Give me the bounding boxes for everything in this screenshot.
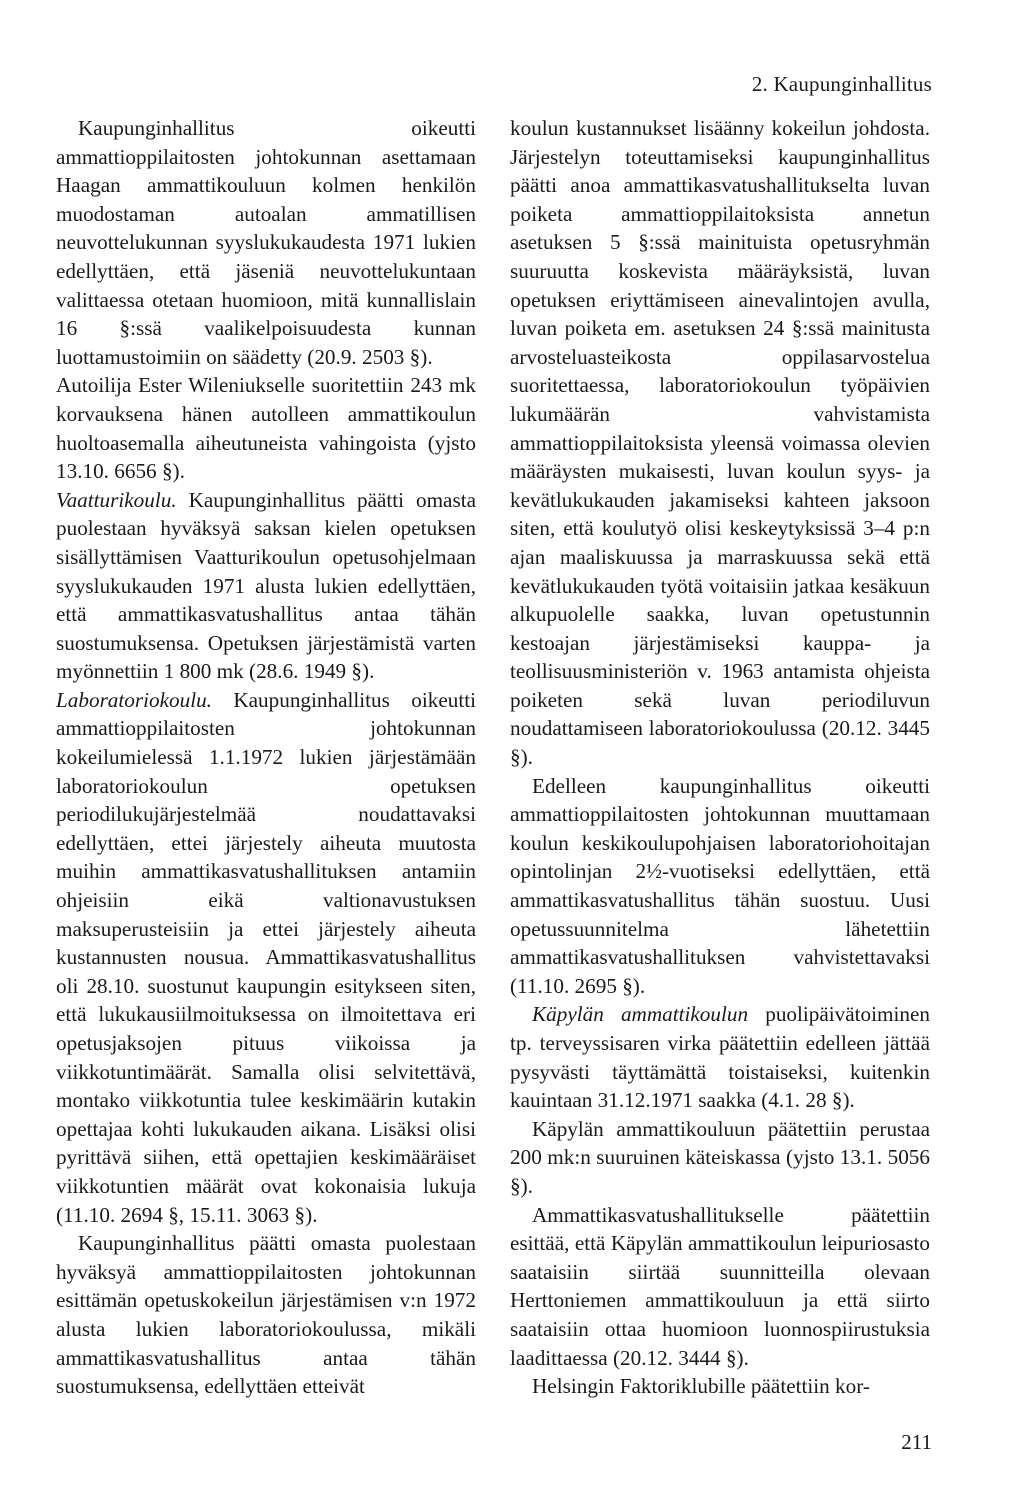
- right-column: [510, 114, 930, 1401]
- paragraph: Kaupunginhallitus päätti omasta puolestaan hyväksyä ammattioppilaitosten johtokunnan esittämän opetuskokeilun järjestämisen v:n 1972 alusta lukien laboratoriokoulussa, mikäli ammattikasvatushallitus antaa tähän suostumuksensa, edellyttäen etteivät: [56, 1231, 476, 1399]
- paragraph-text: puolipäivätoiminen tp. terveyssisaren virka päätettiin edelleen jättää pysyvästi täyttämättä toistaiseksi, kuitenkin kauintaan 31.12.1971 saakka (4.1. 28 §).: [510, 1002, 930, 1113]
- running-head: 2. Kaupunginhallitus: [751, 72, 932, 96]
- paragraph-text: Kaupunginhallitus päätti omasta puolestaan hyväksyä saksan kielen opetuksen sisällyttämisen Vaatturikoulun opetusohjelmaan syyslukukauden 1971 alusta lukien edellyttäen, että ammattikasvatushallitus antaa tähän suostumuksensa. Opetuksen järjestämistä varten myönnettiin 1 800 mk (28.6. 1949 §).: [56, 487, 476, 684]
- paragraph: Käpylän ammattikouluun päätettiin perustaa 200 mk:n suuruinen käteiskassa (yjsto 13.1. 5056 §).: [510, 1116, 930, 1198]
- page-number: 211: [901, 1430, 932, 1454]
- section-heading: Laboratoriokoulu.: [56, 687, 212, 712]
- paragraph-text: Kaupunginhallitus oikeutti ammattioppilaitosten johtokunnan kokeilumielessä 1.1.1972 lukien järjestämään laboratoriokoulun opetuksen periodilukujärjestelmää noudattavaksi edellyttäen, ettei järjestely aiheuta muutosta muihin ammattikasvatushallituksen antamiin ohjeisiin eikä valtionavustuksen maksuperusteisiin ja ettei järjestely aiheuta kustannusten nousua. Ammattikasvatushallitus oli 28.10. suostunut kaupungin esitykseen siten, että lukukausiilmoituksessa on ilmoitettava eri opetusjaksojen pituus viikoissa ja viikkotuntimäärät. Samalla olisi selvitettävä, montako viikkotuntia tulee keskimäärin kutakin opettajaa kohti lukukauden aikana. Lisäksi olisi pyrittävä siihen, että opettajien keskimääräiset viikkotuntien määrät ovat kokonaisia lukuja (11.10. 2694 §, 15.11. 3063 §).: [56, 687, 476, 1227]
- paragraph: Helsingin Faktoriklubille päätettiin kor-: [532, 1374, 870, 1399]
- paragraph: Autoilija Ester Wileniukselle suoritettiin 243 mk korvauksena hänen autolleen ammattikoulun huoltoasemalla aiheutuneista vahingoista (yjsto 13.10. 6656 §).: [56, 373, 476, 484]
- section-heading: Vaatturikoulu.: [56, 487, 177, 512]
- section-heading: Käpylän ammattikoulun: [532, 1002, 749, 1027]
- paragraph: Kaupunginhallitus oikeutti ammattioppilaitosten johtokunnan asettamaan Haagan ammattikouluun kolmen henkilön muodostaman autoalan ammatillisen neuvottelukunnan syyslukukaudesta 1971 lukien edellyttäen, että jäseniä neuvottelukuntaan valittaessa otetaan huomioon, mitä kunnallislain 16 §:ssä vaalikelpoisuudesta kunnan luottamustoimiin on säädetty (20.9. 2503 §).: [56, 116, 476, 369]
- paragraph: [56, 686, 476, 1229]
- left-column: [56, 114, 476, 1401]
- paragraph: Edelleen kaupunginhallitus oikeutti ammattioppilaitosten johtokunnan muuttamaan koulun keskikoulupohjaisen laboratoriohoitajan opintolinjan 2½-vuotiseksi edellyttäen, että ammattikasvatushallitus tähän suostuu. Uusi opetussuunnitelma lähetettiin ammattikasvatushallituksen vahvistettavaksi (11.10. 2695 §).: [510, 773, 930, 998]
- paragraph: [56, 486, 476, 686]
- paragraph: koulun kustannukset lisäänny kokeilun johdosta. Järjestelyn toteuttamiseksi kaupunginhallitus päätti anoa ammattikasvatushallitukselta luvan poiketa ammattioppilaitoksista annetun asetuksen 5 §:ssä mainituista opetusryhmän suuruutta koskevista määräyksistä, luvan opetuksen eriyttämiseen ainevalintojen avulla, luvan poiketa em. asetuksen 24 §:ssä mainitusta arvosteluasteikosta oppilasarvostelua suoritettaessa, laboratoriokoulun työpäivien lukumäärän vahvistamista ammattioppilaitoksista yleensä voimassa olevien määräysten mukaisesti, luvan koulun syys- ja kevätlukukauden jakamiseksi kahteen jaksoon siten, että koulutyö olisi keskeytyksissä 3–4 p:n ajan maaliskuussa ja marraskuussa sekä että kevätlukukauden työtä voitaisiin jatkaa kesäkuun alkupuolelle saakka, luvan opetustunnin kestoajan järjestämiseksi kauppa- ja teollisuusministeriön v. 1963 antamista ohjeista poiketen sekä luvan periodiluvun noudattamiseen laboratoriokoulussa (20.12. 3445 §).: [510, 116, 930, 770]
- paragraph: Ammattikasvatushallitukselle päätettiin esittää, että Käpylän ammattikoulun leipuriosasto saataisiin siirtää suunnitteilla olevaan Herttoniemen ammattikouluun ja että siirto saataisiin ottaa huomioon luonnospiirustuksia laadittaessa (20.12. 3444 §).: [510, 1202, 930, 1370]
- paragraph: [510, 1000, 930, 1114]
